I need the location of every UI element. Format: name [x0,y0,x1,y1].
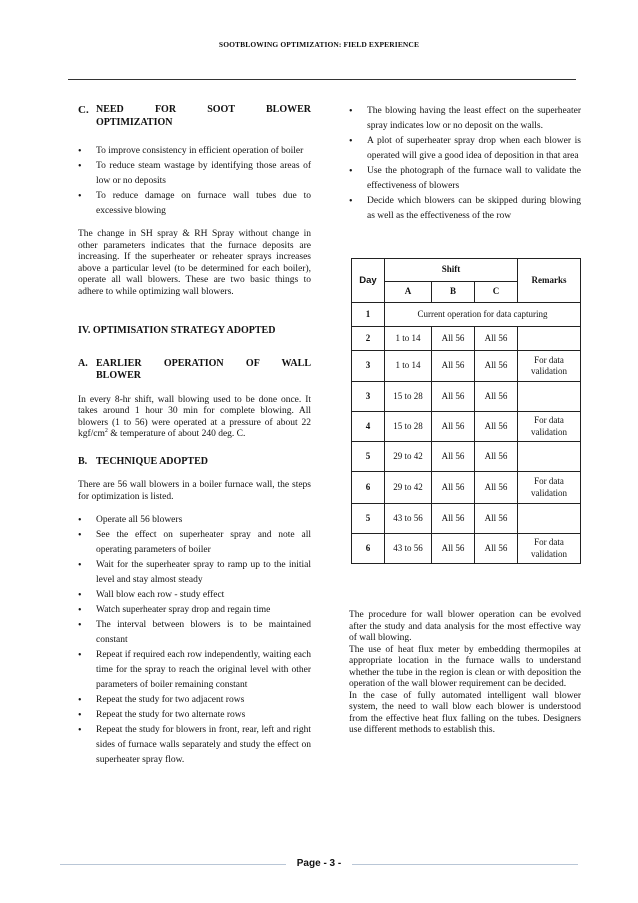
header-a: A [385,282,432,303]
left-column [78,104,311,768]
table-cell: All 56 [475,382,518,412]
section-a-heading [78,358,311,383]
table-cell: All 56 [432,412,475,442]
list-item: • To reduce steam wastage by identifying those areas of low or no deposits [78,159,311,189]
table-row [352,412,581,442]
table-cell: All 56 [432,472,475,504]
list-item: • Wall blow each row - study effect [78,588,311,603]
table-cell: All 56 [475,472,518,504]
table-cell [518,327,581,351]
section-c-title-line2: OPTIMIZATION [96,116,173,128]
list-item: • A plot of superheater spray drop when each blower is operated will give a good idea of deposition in that area [349,134,581,164]
list-item: • Use the photograph of the furnace wall to validate the effectiveness of blowers [349,164,581,194]
table-row [352,504,581,534]
table-cell: For data validation [518,351,581,382]
table-cell: All 56 [432,351,475,382]
right-bullets [349,104,581,224]
section-b-heading [78,456,311,469]
section-a-title-line1: EARLIER OPERATION OF WALL [96,357,311,369]
section-a-paragraph: In every 8-hr shift, wall blowing used to be done once. It takes around 1 hour 30 min for complete blowing. All blowers (1 to 56) were operated at a pressure of about 22 kgf/$cm^2$ & temperature of about 240 deg. C. [78,394,311,439]
table-cell: All 56 [432,327,475,351]
table-cell: 29 to 42 [385,442,432,472]
table-cell: 3 [352,351,385,382]
page-footer [0,858,638,869]
table-cell: 15 to 28 [385,412,432,442]
right-paragraph-1: The procedure for wall blower operation can be evolved after the study and data analysis for the most effective way of wall blowing. [349,610,581,643]
table-cell: All 56 [475,351,518,382]
section-b-bullets [78,513,311,768]
section-c-title-line1: NEED FOR SOOT BLOWER [96,104,311,115]
table-cell: 1 to 14 [385,327,432,351]
section-c-paragraph: The change in SH spray & RH Spray without change in other parameters indicates that the furnace deposits are increasing. If the superheater or reheater sprays increases above a particular level (to be determined for each boiler), operate all wall blowers. These are two basic things to adhere to while optimizing wall blowers. [78,229,311,297]
table-cell: All 56 [475,504,518,534]
right-paragraph-3: In the case of fully automated intelligent wall blower system, the need to wall blow each blower is understood from the effective heat flux falling on the tubes. Designers use different methods to establish this. [349,690,581,735]
superscript: 2 [104,427,108,434]
table-cell: All 56 [475,534,518,564]
list-item: • See the effect on superheater spray and note all operating parameters of boiler [78,528,311,558]
table-row [352,327,581,351]
header-remarks: Remarks [518,259,581,303]
table-row [352,534,581,564]
right-paragraphs [349,610,581,737]
list-item: • Wait for the superheater spray to ramp up to the initial level and stay almost steady [78,558,311,588]
table-cell: 6 [352,534,385,564]
table-cell [518,504,581,534]
right-column [349,104,581,224]
header-b: B [432,282,475,303]
table-row [352,351,581,382]
table-row [352,303,581,327]
table-cell: 29 to 42 [385,472,432,504]
section-c-bullets [78,144,311,219]
section-a-letter: A. [78,357,88,369]
table-cell: All 56 [432,382,475,412]
table-row [352,472,581,504]
table-cell: 2 [352,327,385,351]
table-cell: 43 to 56 [385,534,432,564]
table-cell: 15 to 28 [385,382,432,412]
table-cell: 43 to 56 [385,504,432,534]
section-c-heading [78,104,311,129]
section-b-letter: B. [78,455,88,467]
table-row [352,442,581,472]
list-item: • Repeat the study for blowers in front, rear, left and right sides of furnace walls separately and study the effect on superheater spray flow. [78,723,311,768]
table-cell: For data validation [518,412,581,442]
section-b-title: TECHNIQUE ADOPTED [96,455,208,467]
table-cell: 1 [352,303,385,327]
header-day: Day [352,259,385,303]
table-cell: For data validation [518,534,581,564]
list-item: • The blowing having the least effect on the superheater spray indicates low or no deposit on the walls. [349,104,581,134]
table-cell: All 56 [475,327,518,351]
table-cell: Current operation for data capturing [385,303,581,327]
table-cell: 6 [352,472,385,504]
list-item: • The interval between blowers is to be maintained constant [78,618,311,648]
table-cell: 1 to 14 [385,351,432,382]
table-cell: 5 [352,442,385,472]
table-cell: All 56 [475,442,518,472]
table-cell: 5 [352,504,385,534]
header-shift: Shift [385,259,518,282]
page-number: Page - 3 - [291,858,347,869]
header-rule [68,79,576,80]
header-c: C [475,282,518,303]
table-cell: All 56 [432,504,475,534]
list-item: • Operate all 56 blowers [78,513,311,528]
table-cell: For data validation [518,472,581,504]
table-cell [518,442,581,472]
table-cell: All 56 [432,442,475,472]
list-item: • To reduce damage on furnace wall tubes due to excessive blowing [78,189,311,219]
list-item: • Repeat if required each row independently, waiting each time for the spray to reach the original level with other parameters of boiler remaining constant [78,648,311,693]
table-cell: 4 [352,412,385,442]
section-iv-heading: IV. OPTIMISATION STRATEGY ADOPTED [78,325,276,336]
section-a-title-line2: BLOWER [96,370,142,381]
right-paragraph-2: The use of heat flux meter by embedding thermopiles at appropriate location in the furnace walls to understand whether the tube in the region is clean or with deposition the operation of the wall blower requirement can be decided. [349,644,581,689]
list-item: • Decide which blowers can be skipped during blowing as well as the effectiveness of the row [349,194,581,224]
table-row [352,382,581,412]
table-cell: 3 [352,382,385,412]
section-b-paragraph: There are 56 wall blowers in a boiler furnace wall, the steps for optimization is listed. [78,480,311,502]
list-item: • Repeat the study for two alternate rows [78,708,311,723]
list-item: • Repeat the study for two adjacent rows [78,693,311,708]
table-cell [518,382,581,412]
list-item: • To improve consistency in efficient operation of boiler [78,144,311,159]
table-cell: All 56 [475,412,518,442]
section-c-letter: C. [78,104,89,116]
running-header: SOOTBLOWING OPTIMIZATION: FIELD EXPERIENCE [218,40,420,49]
list-item: • Watch superheater spray drop and regain time [78,603,311,618]
table-cell: All 56 [432,534,475,564]
schedule-table [351,258,581,564]
